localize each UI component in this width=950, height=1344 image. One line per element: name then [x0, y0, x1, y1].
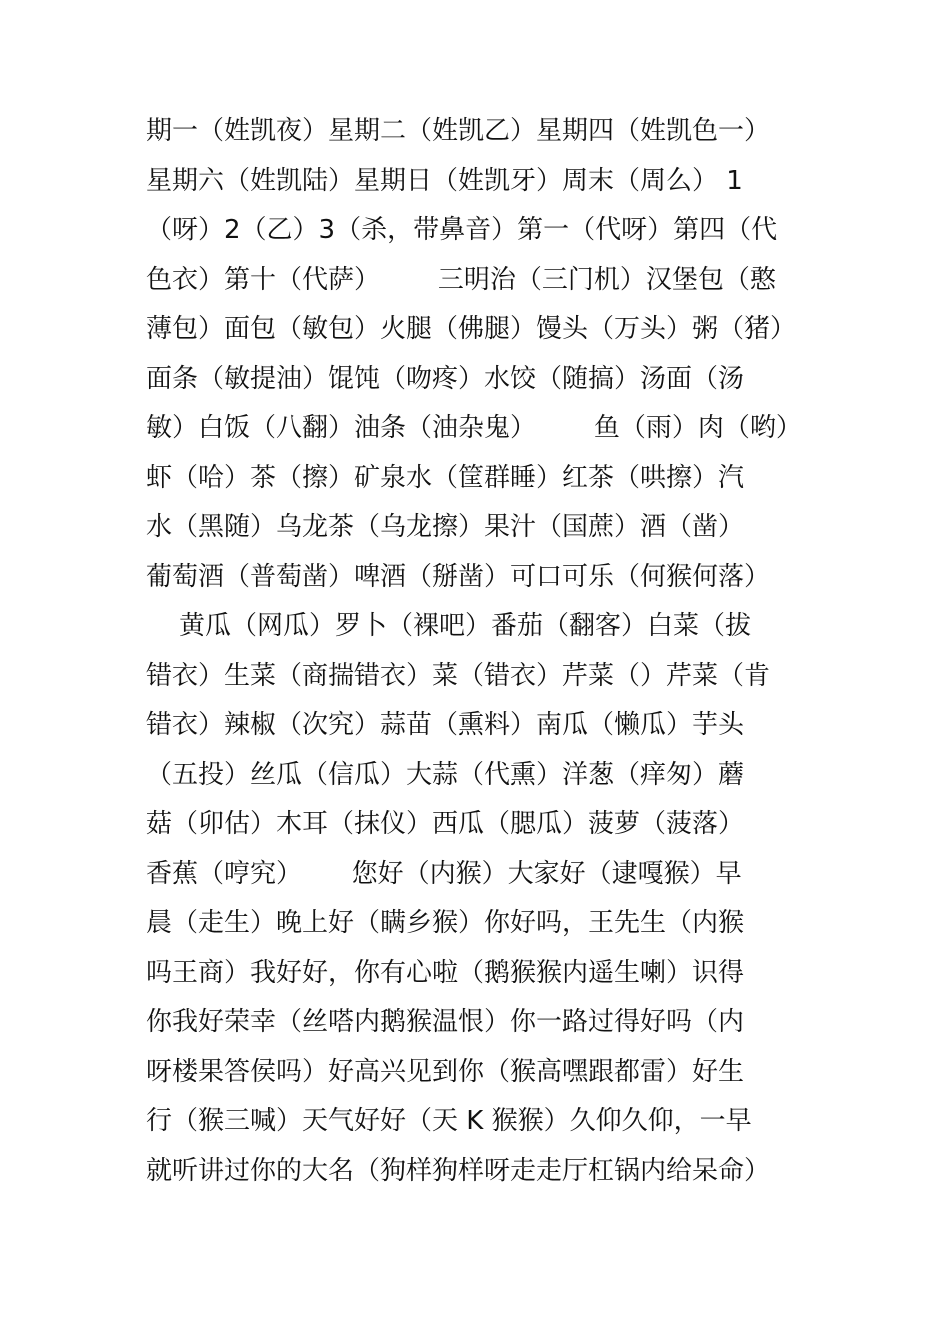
text-line: （呀）2（乙）3（杀，带鼻音）第一（代呀）第四（代 [146, 215, 778, 245]
text-line: 虾（哈）茶（擦）矿泉水（筐群睡）红茶（哄擦）汽 [146, 462, 745, 493]
text-line: 就听讲过你的大名（狗样狗样呀走走厅杠锅内给呆命） [146, 1155, 771, 1186]
text-line: 香蕉（哼究） 您好（内猴）大家好（逮嘎猴）早 [146, 858, 742, 889]
text-line: 水（黑随）乌龙茶（乌龙擦）果汁（国蔗）酒（凿） [146, 512, 745, 542]
body-text [146, 107, 818, 1196]
text-line: 菇（卯估）木耳（抹仪）西瓜（腮瓜）菠萝（菠落） [146, 809, 745, 839]
text-line: 色衣）第十（代萨） 三明治（三门机）汉堡包（憨 [146, 264, 776, 295]
text-line: 你我好荣幸（丝嗒内鹅猴温恨）你一路过得好吗（内 [146, 1007, 745, 1037]
text-line: 薄包）面包（敏包）火腿（佛腿）馒头（万头）粥（猪） [146, 314, 797, 344]
text-line: 面条（敏提油）馄饨（吻疼）水饺（随搞）汤面（汤 [146, 363, 745, 394]
text-line: 葡萄酒（普萄凿）啤酒（掰凿）可口可乐（何猴何落） [146, 561, 771, 592]
text-line: 吗王商）我好好，你有心啦（鹅猴猴内遥生喇）识得 [146, 957, 745, 988]
text-line: 黄瓜（网瓜）罗卜（裸吧）番茄（翻客）白菜（拔 [146, 611, 752, 641]
text-line: 呀楼果答侯吗）好高兴见到你（猴高嘿跟都雷）好生 [146, 1056, 745, 1087]
text-line: 错衣）生菜（商揣错衣）菜（错衣）芹菜（）芹菜（肯 [146, 660, 771, 691]
text-line: 期一（姓凯夜）星期二（姓凯乙）星期四（姓凯色一） [146, 116, 771, 146]
text-line: 行（猴三喊）天气好好（天 K 猴猴）久仰久仰，一早 [146, 1106, 752, 1136]
text-line: （五投）丝瓜（信瓜）大蒜（代熏）洋葱（痒匆）蘑 [146, 759, 745, 790]
text-line: 敏）白饭（八翻）油条（油杂鬼） 鱼（雨）肉（哟） [146, 413, 802, 443]
text-line: 晨（走生）晚上好（瞒乡猴）你好吗，王先生（内猴 [146, 908, 745, 938]
text-line: 错衣）辣椒（次究）蒜苗（熏料）南瓜（懒瓜）芋头 [146, 710, 745, 740]
text-line: 星期六（姓凯陆）星期日（姓凯牙）周末（周么） 1 [146, 165, 743, 196]
